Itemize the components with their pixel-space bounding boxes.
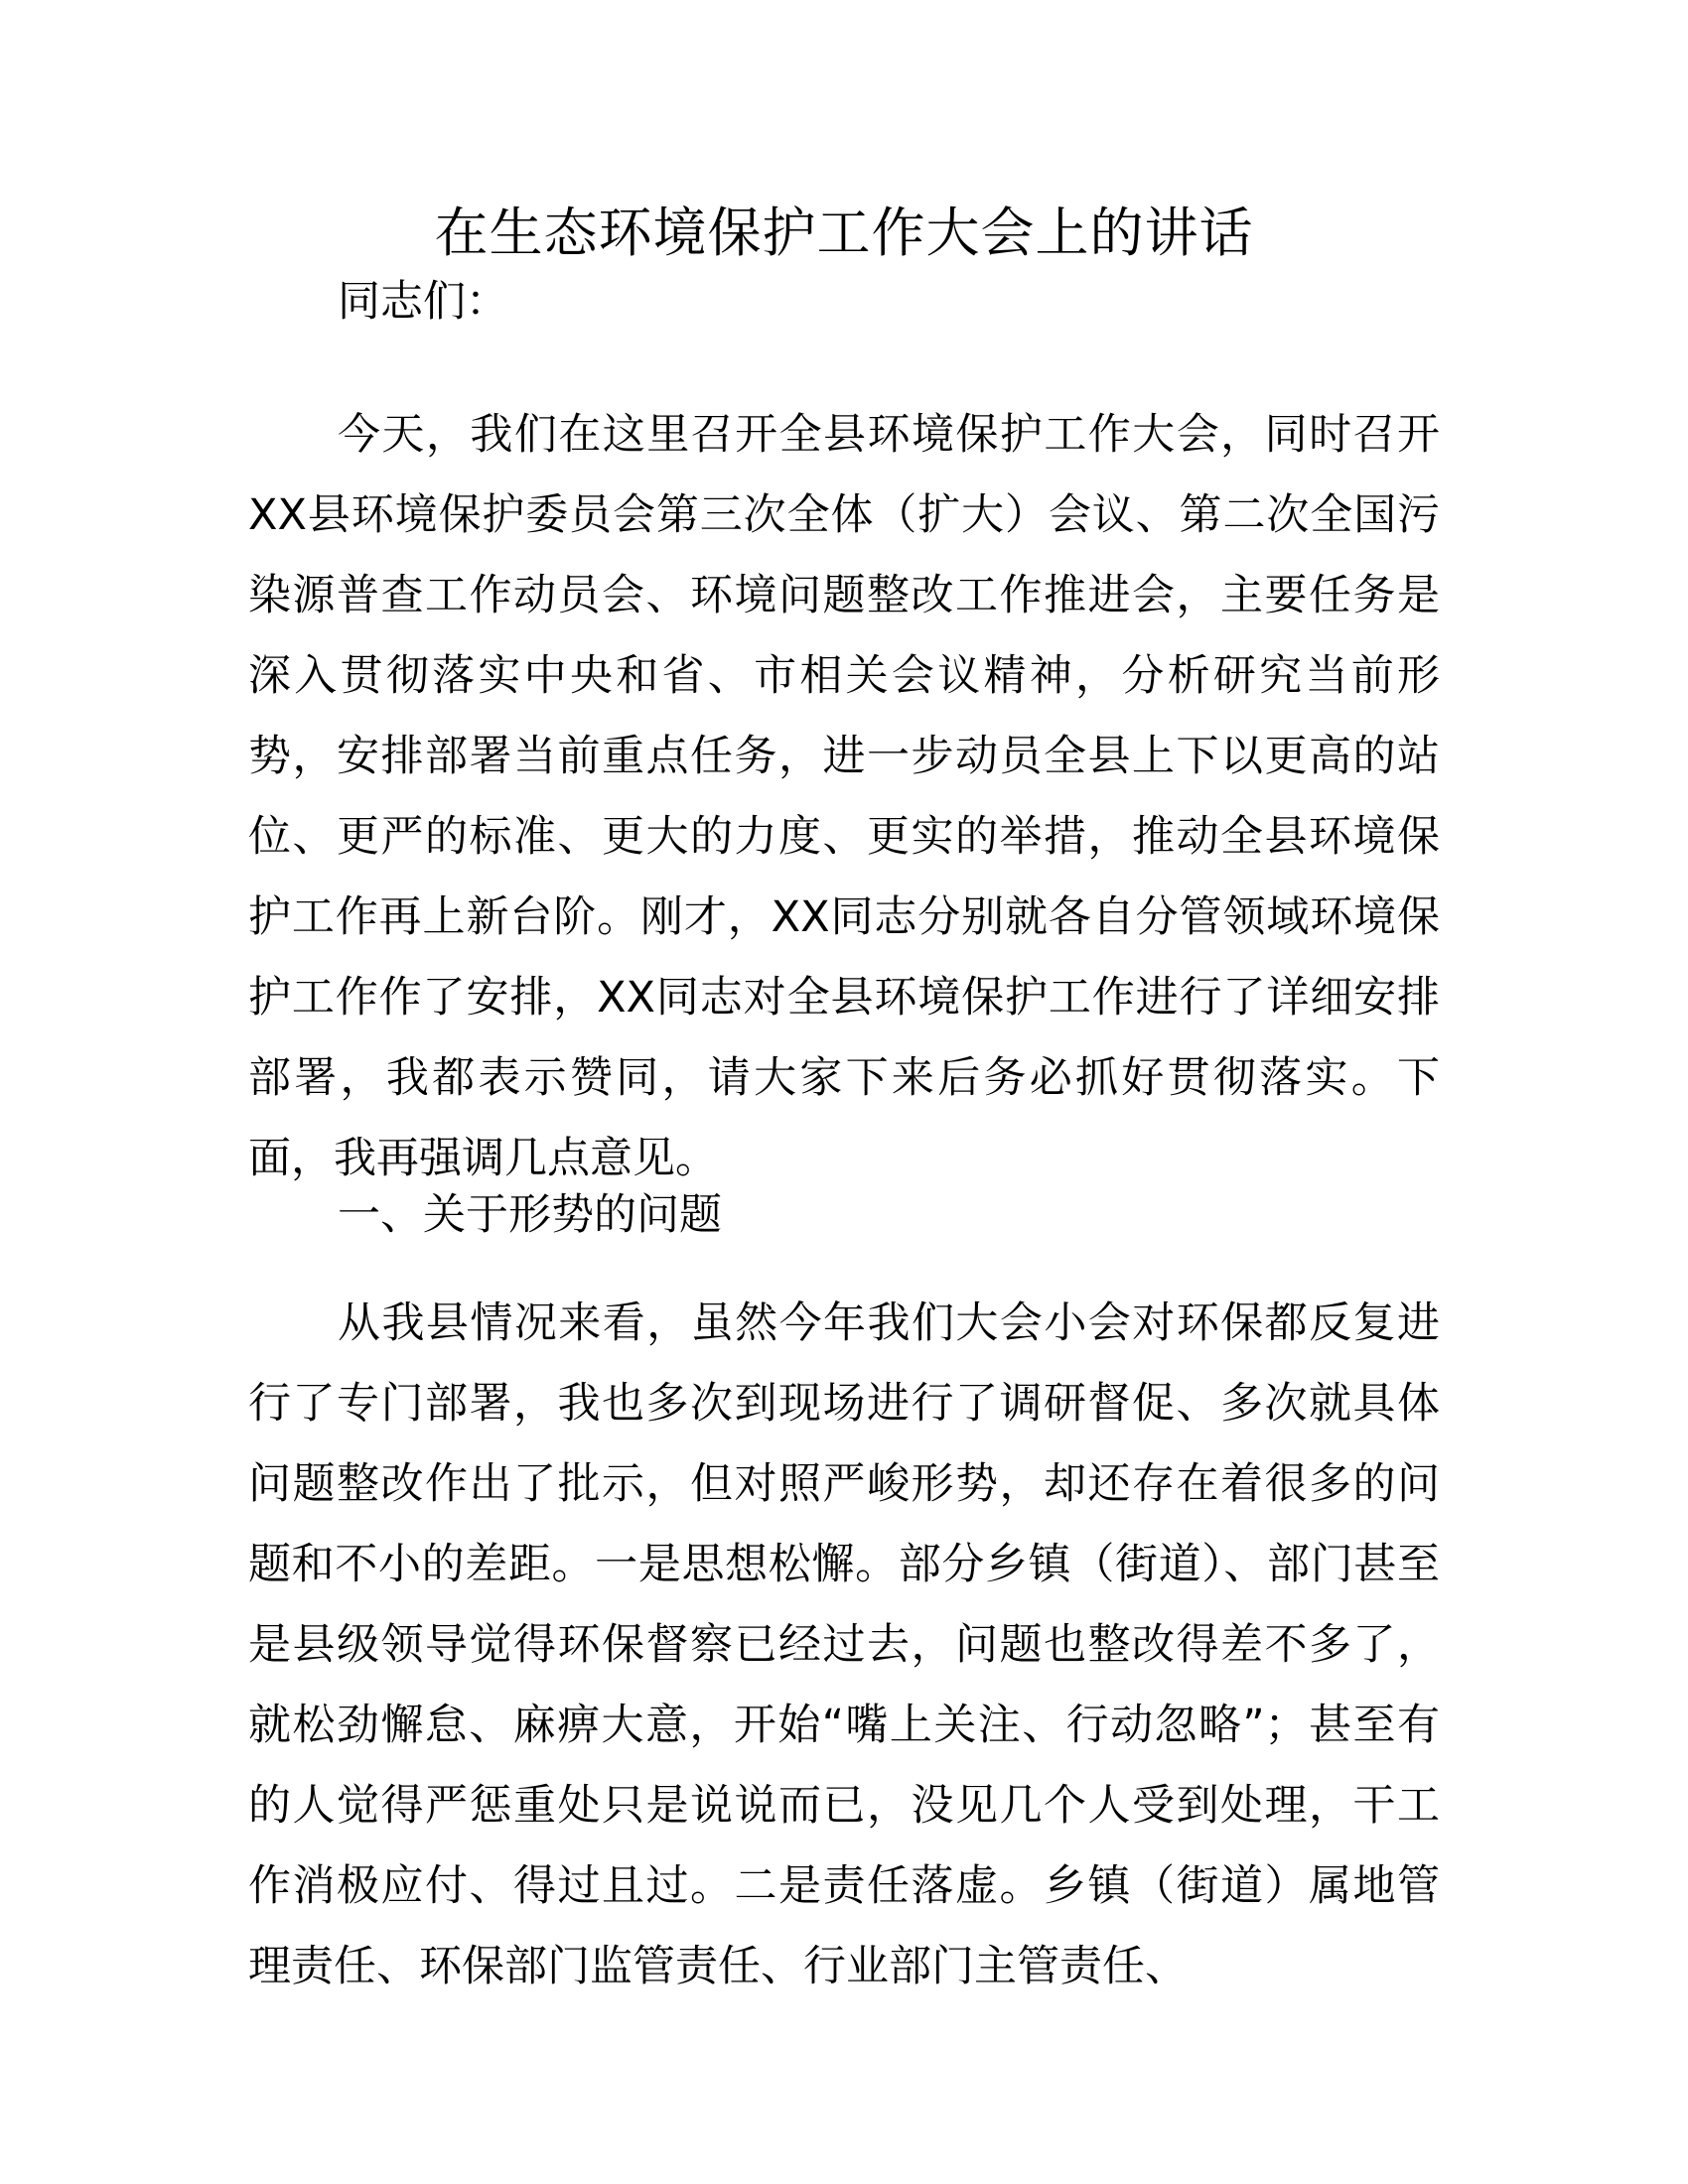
salutation: 同志们： <box>338 277 508 327</box>
paragraph-opening: 今天，我们在这里召开全县环境保护工作大会，同时召开XX县环境保护委员会第三次全体（扩大）会议、第二次全国污染源普查工作动员会、环境问题整改工作推进会，主要任务是深入贯彻落实中央和省、市相关会议精神，分析研究当前形势，安排部署当前重点任务，进一步动员全县上下以更高的站位、更严的标准、更大的力度、更实的举措，推动全县环境保护工作再上新台阶。刚才，XX同志分别就各自分管领域环境保护工作作了安排，XX同志对全县环境保护工作进行了详细安排部署，我都表示赞同，请大家下来后务必抓好贯彻落实。下面，我再强调几点意见。 <box>248 410 1440 1183</box>
document-title: 在生态环境保护工作大会上的讲话 <box>434 202 1254 264</box>
paragraph-situation: 从我县情况来看，虽然今年我们大会小会对环保都反复进行了专门部署，我也多次到现场进行了调研督促、多次就具体问题整改作出了批示，但对照严峻形势，却还存在着很多的问题和不小的差距。一是思想松懈。部分乡镇（街道）、部门甚至是县级领导觉得环保督察已经过去，问题也整改得差不多了，就松劲懈怠、麻痹大意，开始“嘴上关注、行动忽略”；甚至有的人觉得严惩重处只是说说而已，没见几个人受到处理，干工作消极应付、得过且过。二是责任落虚。乡镇（街道）属地管理责任、环保部门监管责任、行业部门主管责任、 <box>248 1298 1440 1991</box>
section-heading-situation: 一、关于形势的问题 <box>338 1190 722 1240</box>
